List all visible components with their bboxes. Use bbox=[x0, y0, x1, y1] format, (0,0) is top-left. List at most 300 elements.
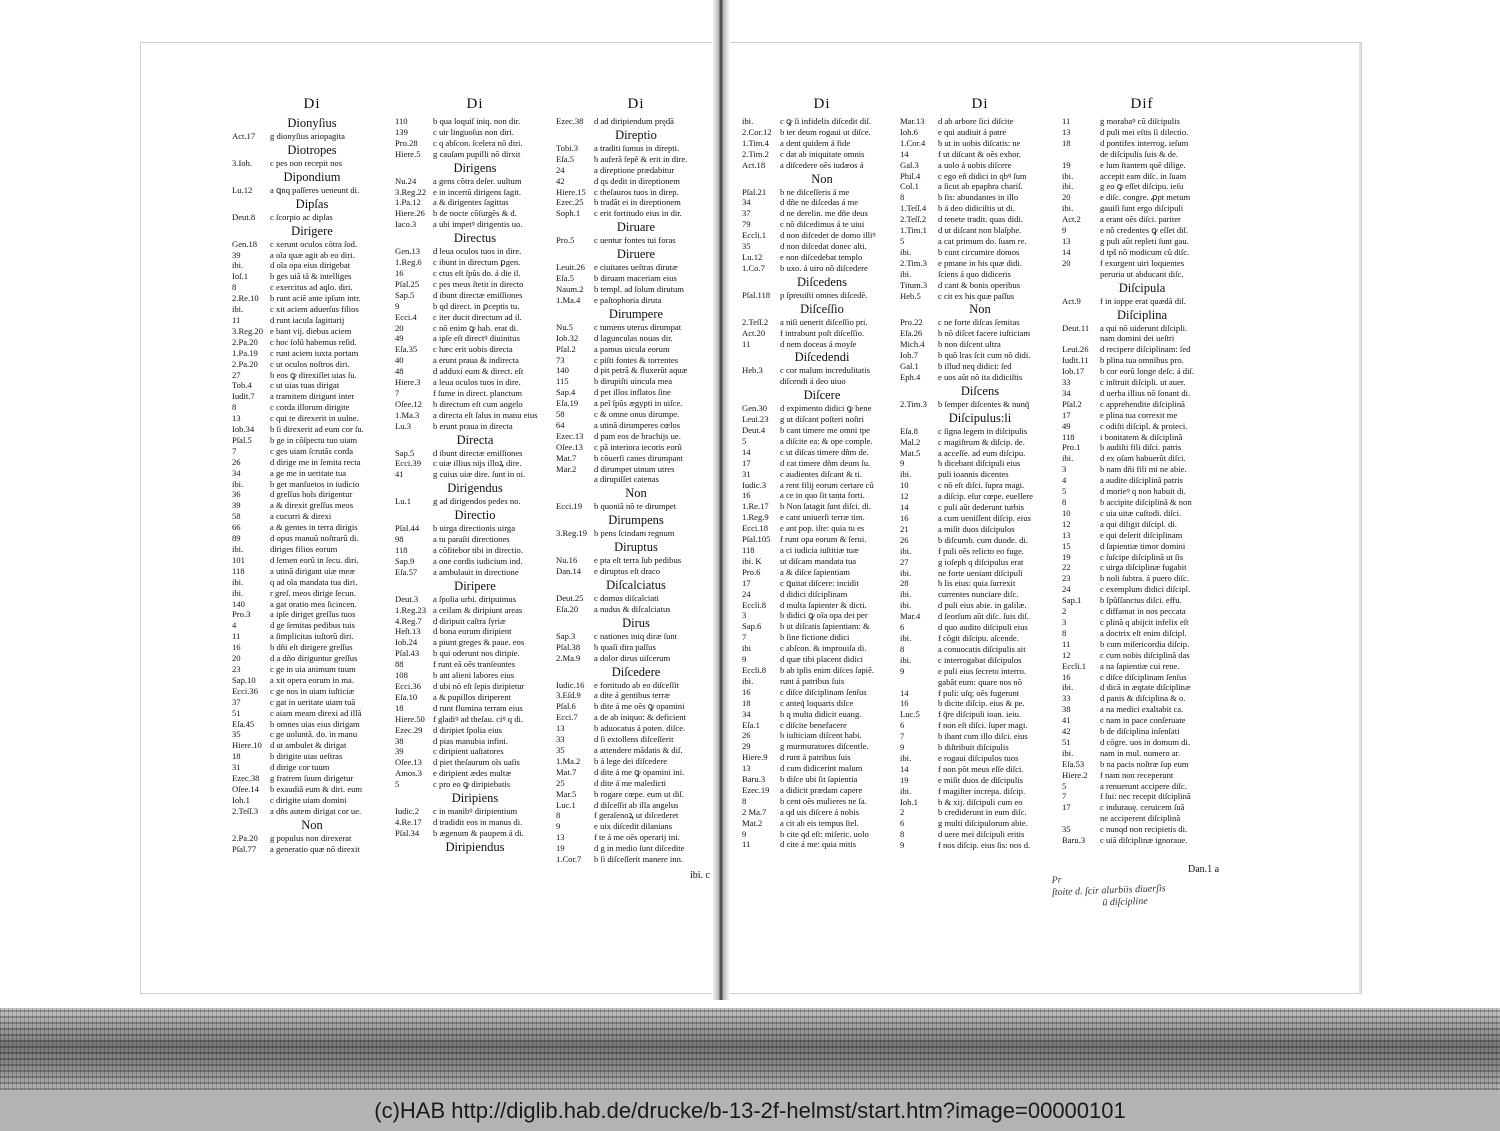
entry-text: a qui diligit diſcipl. di. bbox=[1100, 518, 1177, 529]
entry-text: a renuerunt accipere diſc. bbox=[1100, 780, 1187, 791]
index-entry bbox=[556, 376, 716, 387]
entry-text: b iuſticiam diſcent habi. bbox=[780, 730, 862, 741]
index-entry bbox=[1062, 236, 1222, 247]
entry-reference: Hiere.10 bbox=[232, 740, 262, 751]
entry-text: a nudus & diſcalciatus bbox=[594, 603, 671, 614]
index-entry bbox=[395, 176, 555, 187]
index-entry bbox=[232, 511, 392, 522]
index-entry bbox=[900, 633, 1060, 644]
entry-reference: 8 bbox=[1062, 497, 1067, 507]
entry-reference: ibi. bbox=[232, 576, 244, 587]
entry-reference: Baru.3 bbox=[1062, 835, 1086, 846]
entry-text: b exaudiã eum & diri. eum bbox=[270, 783, 363, 794]
entry-text: b ant alieni labores eius bbox=[433, 670, 515, 681]
entry-text: c audientes diſcant & ti. bbox=[780, 468, 862, 479]
entry-text: c gat in ueritate uiam tuã bbox=[270, 696, 356, 707]
entry-reference: Eccli.8 bbox=[742, 599, 767, 610]
entry-text: b omnes uias eius dirigam bbox=[270, 718, 360, 729]
entry-reference: Act.20 bbox=[742, 327, 766, 338]
index-entry bbox=[395, 323, 555, 334]
entry-text: a cit ab eis tempus ſtel. bbox=[780, 817, 859, 828]
entry-reference: Deut.4 bbox=[742, 425, 766, 436]
entry-text: g eo ꝙ eſſet diſcipu. ieſu bbox=[1100, 181, 1184, 192]
entry-text: a na ſapientiæ cui rene. bbox=[1100, 660, 1180, 671]
entry-text: c ge in uia animum tuum bbox=[270, 663, 356, 674]
entry-reference: 2.Tim.3 bbox=[900, 257, 927, 268]
index-entry bbox=[900, 491, 1060, 502]
entry-reference: Lu.3 bbox=[395, 420, 411, 431]
entry-text: c qui te direxerit in uulne. bbox=[270, 413, 359, 424]
entry-reference: 42 bbox=[556, 175, 565, 186]
entry-reference: Nu.24 bbox=[395, 175, 417, 186]
entry-reference: Deut.11 bbox=[1062, 322, 1090, 333]
index-entry bbox=[900, 458, 1060, 469]
index-column bbox=[900, 96, 1060, 851]
entry-reference: Iob.32 bbox=[556, 332, 579, 343]
entry-text: a oĩa quæ agit ab eo diri. bbox=[270, 249, 355, 260]
index-headword: Dirigendus bbox=[447, 481, 503, 496]
index-entry bbox=[742, 501, 902, 512]
entry-reference: 79 bbox=[742, 219, 751, 230]
entry-text: a ipſe eſt directꝰ diuinitus bbox=[433, 333, 520, 344]
entry-text: c dat ab iniquitate omnis bbox=[780, 148, 865, 159]
entry-reference: Heb.3 bbox=[742, 365, 763, 376]
index-entry bbox=[1062, 508, 1222, 519]
entry-text: c uentur fontes tui foras bbox=[594, 235, 676, 246]
index-entry bbox=[742, 490, 902, 501]
entry-reference: Iob.24 bbox=[395, 637, 418, 648]
entry-text: f non põt meus eſſe diſci. bbox=[938, 763, 1024, 774]
entry-reference: 89 bbox=[232, 533, 241, 544]
index-entry bbox=[232, 468, 392, 479]
entry-reference: Eſa.5 bbox=[556, 273, 574, 284]
entry-reference: 28 bbox=[900, 578, 909, 589]
index-headword: Non bbox=[625, 486, 647, 501]
entry-text: a de ab iniquo: & deficient bbox=[594, 712, 686, 723]
index-entry bbox=[395, 333, 555, 344]
entry-reference: 2.Ma.9 bbox=[556, 652, 581, 663]
entry-text: g populus non direxerat bbox=[270, 832, 352, 843]
entry-text: c diſcite benefacere bbox=[780, 719, 847, 730]
entry-reference: 26 bbox=[900, 534, 909, 545]
entry-text: f runt eã oẽs tranſeuntes bbox=[433, 659, 516, 670]
entry-reference: ibi. bbox=[742, 675, 754, 686]
entry-reference: 10 bbox=[1062, 507, 1071, 518]
entry-reference: 58 bbox=[232, 511, 241, 522]
entry-reference: 4.Reg.7 bbox=[395, 615, 422, 626]
index-entry bbox=[556, 453, 716, 464]
entry-reference: 2.Teſſ.2 bbox=[900, 214, 927, 225]
index-entry bbox=[742, 730, 902, 741]
entry-reference: Ecci.36 bbox=[395, 680, 422, 691]
entry-reference: ibi bbox=[742, 643, 752, 654]
index-entry bbox=[395, 268, 555, 279]
entry-text: b ibant cum illo diſci. eius bbox=[938, 731, 1028, 742]
entry-text: d runt á patribus ſuis bbox=[780, 752, 851, 763]
index-entry bbox=[556, 566, 716, 577]
entry-reference: 34 bbox=[1062, 387, 1071, 398]
entry-reference: 39 bbox=[232, 249, 241, 260]
entry-text: gabãt eum: quare nos nõ bbox=[938, 676, 1023, 687]
entry-text: a & direxit greſſus meos bbox=[270, 500, 354, 511]
index-headword: Non bbox=[301, 817, 323, 832]
index-entry bbox=[395, 806, 555, 817]
index-entry bbox=[395, 388, 555, 399]
entry-reference: Gen.18 bbox=[232, 238, 258, 249]
index-entry bbox=[742, 116, 902, 127]
entry-text: a one cordis iudicium ind. bbox=[433, 555, 523, 566]
index-entry bbox=[1062, 355, 1222, 366]
entry-text: d ſapientiæ timor domini bbox=[1100, 540, 1186, 551]
entry-reference: 42 bbox=[1062, 726, 1071, 737]
entry-reference: Hiere.26 bbox=[395, 208, 425, 219]
index-entry bbox=[900, 291, 1060, 302]
entry-text: a ceilam & diripiunt areas bbox=[433, 604, 523, 615]
index-entry bbox=[900, 829, 1060, 840]
index-entry bbox=[395, 377, 555, 388]
index-entry bbox=[900, 818, 1060, 829]
entry-text: f puli oẽs relicto eo fuge. bbox=[938, 545, 1024, 556]
entry-text: d diſceſſit ab illa angelus bbox=[594, 799, 679, 810]
entry-reference: Iudit.7 bbox=[232, 391, 255, 402]
index-headword: Diſcedendi bbox=[794, 350, 850, 365]
index-entry bbox=[556, 680, 716, 691]
entry-reference: 8 bbox=[556, 810, 561, 821]
entry-text: b ne diſceſſeris á me bbox=[780, 186, 850, 197]
entry-reference: 14 bbox=[900, 687, 909, 698]
entry-text: b eos ꝙ direxiſſet uias ſu. bbox=[270, 369, 357, 380]
index-entry bbox=[1062, 584, 1222, 595]
index-entry bbox=[742, 160, 902, 171]
index-entry bbox=[556, 832, 716, 843]
entry-text: d ut ambulet & dirigat bbox=[270, 740, 347, 751]
index-entry bbox=[900, 448, 1060, 459]
index-entry bbox=[742, 414, 902, 425]
entry-text: c aiam meam direxi ad illã bbox=[270, 707, 362, 718]
entry-reference: Mat.2 bbox=[742, 817, 763, 828]
entry-reference: Titum.3 bbox=[900, 279, 928, 290]
entry-reference: ibi. bbox=[900, 632, 912, 643]
index-entry bbox=[232, 577, 392, 588]
entry-reference: Ioh.6 bbox=[900, 126, 918, 137]
index-entry bbox=[900, 192, 1060, 203]
entry-reference: Deut.25 bbox=[556, 593, 584, 603]
index-entry bbox=[1062, 377, 1222, 388]
entry-reference: 3.Eſd.9 bbox=[556, 690, 581, 701]
entry-text: a conuocatis diſcipulis ait bbox=[938, 643, 1026, 654]
entry-text: a qd uis diſcere á nobis bbox=[780, 806, 859, 817]
entry-text: b ſine fictione didici bbox=[780, 632, 850, 643]
entry-text: d runt iacula ſagittarij bbox=[270, 314, 345, 325]
entry-reference: Act.2 bbox=[1062, 214, 1081, 225]
index-entry bbox=[232, 446, 392, 457]
entry-reference: Lu.12 bbox=[232, 184, 253, 195]
index-entry bbox=[395, 692, 555, 703]
entry-reference: 4 bbox=[232, 620, 237, 631]
entry-text: c inſtruit diſcipli. ut auer. bbox=[1100, 377, 1186, 388]
entry-reference: Mat.7 bbox=[556, 452, 577, 463]
index-entry bbox=[900, 535, 1060, 546]
index-entry bbox=[232, 402, 392, 413]
entry-text: c nõ eſt diſci. ſupra magi. bbox=[938, 480, 1025, 491]
entry-text: c ſcorpio ac dipſas bbox=[270, 211, 333, 222]
entry-reference: Hiere.15 bbox=[556, 186, 586, 197]
entry-reference: Leuit.26 bbox=[556, 262, 585, 273]
entry-reference: 37 bbox=[232, 696, 241, 707]
entry-text: d nem doceas á moyſe bbox=[780, 338, 857, 349]
index-entry bbox=[1062, 269, 1222, 280]
entry-reference: 1.Tim.1 bbox=[900, 225, 927, 236]
index-entry bbox=[742, 534, 902, 545]
index-entry bbox=[742, 230, 902, 241]
index-entry bbox=[742, 290, 902, 301]
entry-reference: 1.Co.7 bbox=[742, 262, 765, 273]
entry-text: d multa ſapienter & dicti. bbox=[780, 599, 867, 610]
index-entry bbox=[232, 686, 392, 697]
scan-background bbox=[0, 1008, 1500, 1090]
entry-text: f ſume in direct. planctum bbox=[433, 387, 523, 398]
index-entry bbox=[900, 247, 1060, 258]
entry-reference: 17 bbox=[1062, 409, 1071, 420]
index-entry bbox=[1062, 366, 1222, 377]
index-entry bbox=[900, 225, 1060, 236]
index-entry bbox=[742, 187, 902, 198]
entry-text: c cor malum incredulitatis bbox=[780, 365, 870, 376]
entry-reference: 64 bbox=[556, 419, 565, 430]
entry-reference: 26 bbox=[742, 730, 751, 741]
entry-text: b ſpũſſanctus diſci. effu. bbox=[1100, 595, 1182, 606]
entry-text: b erunt praua in directa bbox=[433, 420, 513, 431]
entry-reference: 22 bbox=[1062, 562, 1071, 573]
entry-reference: ibi. bbox=[900, 545, 912, 556]
index-entry bbox=[556, 734, 716, 745]
index-entry bbox=[556, 284, 716, 295]
entry-reference: Ecci.18 bbox=[742, 523, 769, 534]
index-entry bbox=[232, 212, 392, 223]
entry-reference: 39 bbox=[395, 746, 404, 757]
entry-reference: ibi. bbox=[1062, 747, 1074, 758]
index-entry bbox=[232, 424, 392, 435]
entry-text: b quoniã nõ te dirumpet bbox=[594, 501, 677, 512]
entry-text: e paſtophoria diruta bbox=[594, 294, 662, 305]
entry-text: c dirigite uiam domini bbox=[270, 794, 347, 805]
entry-reference: 140 bbox=[232, 598, 245, 609]
entry-text: d pias manubia infini. bbox=[433, 735, 508, 746]
entry-text: a didicit prædam capere bbox=[780, 784, 863, 795]
entry-text: d puli mei eſtis ſi dilectio. bbox=[1100, 126, 1189, 137]
entry-reference: Pſal.34 bbox=[395, 827, 420, 838]
index-entry bbox=[742, 197, 902, 208]
index-entry bbox=[742, 621, 902, 632]
index-entry bbox=[556, 295, 716, 306]
index-entry bbox=[742, 252, 902, 263]
entry-text: peruria ut abducant diſc. bbox=[1100, 268, 1184, 279]
index-headword: Diſcedere bbox=[611, 664, 661, 679]
entry-text: b pens ſcindam regnum bbox=[594, 528, 675, 539]
entry-text: d non diſcedet de domo illiꝰ bbox=[780, 230, 876, 241]
entry-text: b noli ſubtra. á puero diſc. bbox=[1100, 573, 1190, 584]
entry-reference: 13 bbox=[232, 413, 241, 424]
index-entry bbox=[395, 290, 555, 301]
index-entry bbox=[900, 269, 1060, 280]
entry-reference: 7 bbox=[232, 445, 237, 456]
index-entry bbox=[556, 800, 716, 811]
index-entry bbox=[395, 344, 555, 355]
entry-reference: 3 bbox=[1062, 616, 1067, 627]
entry-reference: 16 bbox=[1062, 671, 1071, 682]
entry-text: f runt opa eorum & ſerui. bbox=[780, 534, 867, 545]
index-entry bbox=[395, 399, 555, 410]
entry-reference: 88 bbox=[395, 659, 404, 670]
entry-text: b uirga directionis uirga bbox=[433, 523, 516, 534]
entry-text: d pet illos inflatos ſine bbox=[594, 387, 671, 398]
index-entry bbox=[1062, 203, 1222, 214]
entry-text: c puli aũt dederunt turbis bbox=[938, 502, 1024, 513]
entry-text: b ut in uobis diſcatis: ne bbox=[938, 137, 1021, 148]
index-entry bbox=[742, 643, 902, 654]
index-entry bbox=[395, 366, 555, 377]
entry-reference: 1.Ma.2 bbox=[556, 755, 581, 766]
index-entry bbox=[395, 757, 555, 768]
entry-reference: 12 bbox=[1062, 518, 1071, 529]
entry-text: e fortitudo ab eo diſceſſit bbox=[594, 679, 679, 690]
entry-text: d piet theſaurum oĩs uaſis bbox=[433, 757, 520, 768]
entry-reference: Leui.23 bbox=[742, 414, 769, 425]
entry-reference: Mar.4 bbox=[900, 611, 921, 622]
entry-reference: 5 bbox=[1062, 486, 1067, 497]
index-entry bbox=[232, 751, 392, 762]
index-entry bbox=[742, 447, 902, 458]
entry-text: b ſemper diſcentes & nunq̃ bbox=[938, 398, 1030, 409]
index-entry bbox=[1062, 791, 1222, 802]
index-entry bbox=[395, 768, 555, 779]
index-entry bbox=[900, 361, 1060, 372]
entry-text: c hoc ſolũ habemus reſid. bbox=[270, 336, 357, 347]
entry-text: d ibunt directæ emiſſiones bbox=[433, 289, 523, 300]
entry-text: d ab arbore ſici diſcite bbox=[938, 116, 1014, 126]
entry-text: b cõuerſi canes dirumpant bbox=[594, 452, 684, 463]
entry-text: a direptione prædabitur bbox=[594, 164, 675, 175]
entry-text: c ctus eſt ſpũs do. á die il. bbox=[433, 267, 521, 278]
entry-text: e lum ſtantem quẽ dilige. bbox=[1100, 159, 1186, 170]
index-entry bbox=[556, 235, 716, 246]
index-entry bbox=[556, 821, 716, 832]
entry-reference: 13 bbox=[742, 763, 751, 774]
entry-reference: Gal.1 bbox=[900, 361, 919, 372]
entry-reference: ibi. bbox=[1062, 453, 1074, 464]
entry-text: d adduxi eum & direct. eſt bbox=[433, 366, 524, 377]
entry-reference: 2 Ma.7 bbox=[742, 806, 767, 817]
entry-text: a attendere mãdatis & diſ. bbox=[594, 744, 683, 755]
entry-text: b nam dñi fili mi ne abie. bbox=[1100, 464, 1187, 475]
index-headword: Directus bbox=[453, 231, 497, 246]
entry-reference: Act.17 bbox=[232, 131, 256, 141]
entry-reference: ibi. bbox=[232, 478, 244, 489]
index-entry bbox=[556, 344, 716, 355]
right-catchword: Dan.1 a bbox=[1188, 864, 1220, 875]
index-entry bbox=[232, 282, 392, 293]
entry-reference: ibi. bbox=[900, 589, 912, 600]
index-entry bbox=[556, 197, 716, 208]
entry-text: d dirige me in ſemita recta bbox=[270, 456, 361, 467]
entry-text: c interrogabat diſcipulos bbox=[938, 654, 1022, 665]
entry-text: b de nocte cõſurgẽs & d. bbox=[433, 208, 517, 219]
index-entry bbox=[1062, 432, 1222, 443]
entry-reference: Iudic.3 bbox=[742, 479, 767, 490]
entry-reference: 2.Tim.2 bbox=[742, 148, 769, 159]
index-entry bbox=[742, 709, 902, 720]
entry-text: d diripuit caſtra ſyriæ bbox=[433, 615, 506, 626]
index-entry bbox=[900, 171, 1060, 182]
entry-reference: 35 bbox=[1062, 824, 1071, 835]
index-entry bbox=[742, 512, 902, 523]
entry-text: f intrabunt poſt diſceſſio. bbox=[780, 327, 865, 338]
index-column bbox=[1062, 96, 1222, 846]
entry-text: c pã interiora iecoris eorũ bbox=[594, 441, 682, 452]
entry-reference: Pro.1 bbox=[1062, 442, 1081, 453]
index-entry bbox=[232, 844, 392, 855]
entry-text: g cauſam pupilli nõ dirxit bbox=[433, 148, 521, 159]
entry-text: a directa eſt ſalus in manu eius bbox=[433, 409, 538, 420]
entry-text: d ubi nõ eſt ſepis diripietur bbox=[433, 680, 525, 691]
entry-text: d quo audito diſcipuli eius bbox=[938, 622, 1028, 633]
entry-reference: 49 bbox=[395, 333, 404, 344]
entry-reference: Sap.5 bbox=[395, 289, 415, 300]
entry-reference: Ecci.36 bbox=[232, 685, 259, 696]
index-entry bbox=[232, 719, 392, 730]
index-entry bbox=[1062, 399, 1222, 410]
entry-text: e uix diſcedit dilanians bbox=[594, 821, 673, 832]
entry-text: a gat oratio mea ſicincen. bbox=[270, 598, 357, 609]
entry-reference: Pſal.2 bbox=[1062, 398, 1082, 409]
index-entry bbox=[232, 489, 392, 500]
entry-reference: 115 bbox=[556, 376, 569, 387]
index-entry bbox=[232, 609, 392, 620]
index-entry bbox=[556, 723, 716, 734]
index-entry bbox=[556, 187, 716, 198]
entry-text: e bant vij. diebus aciem bbox=[270, 325, 352, 336]
entry-reference: Luc.1 bbox=[556, 799, 576, 810]
index-entry bbox=[232, 762, 392, 773]
index-entry bbox=[232, 795, 392, 806]
entry-reference: 35 bbox=[556, 744, 565, 755]
index-entry bbox=[232, 566, 392, 577]
index-entry bbox=[556, 756, 716, 767]
index-entry bbox=[900, 611, 1060, 622]
index-headword: Diſceſſio bbox=[800, 301, 844, 316]
entry-reference: Tobi.3 bbox=[556, 142, 579, 153]
entry-text: c hæc erit uobis directa bbox=[433, 344, 513, 355]
entry-reference: 16 bbox=[742, 686, 751, 697]
entry-text: d a dño diriguntur greſſus bbox=[270, 653, 358, 664]
index-entry bbox=[1062, 138, 1222, 149]
index-headword: Diſcalciatus bbox=[606, 578, 666, 592]
index-entry bbox=[1062, 388, 1222, 399]
index-entry bbox=[900, 764, 1060, 775]
index-entry bbox=[395, 648, 555, 659]
entry-reference: 14 bbox=[900, 502, 909, 513]
index-entry bbox=[900, 339, 1060, 350]
entry-reference: ibi. bbox=[900, 268, 912, 279]
entry-text: g multi diſcipulorum abie. bbox=[938, 818, 1028, 829]
entry-reference: Mar.5 bbox=[556, 788, 577, 799]
entry-reference: Sap.10 bbox=[232, 674, 256, 685]
running-head: Di bbox=[627, 96, 645, 112]
index-entry bbox=[1062, 781, 1222, 792]
index-entry bbox=[395, 605, 555, 616]
index-entry bbox=[556, 322, 716, 333]
entry-reference: 13 bbox=[1062, 126, 1071, 137]
